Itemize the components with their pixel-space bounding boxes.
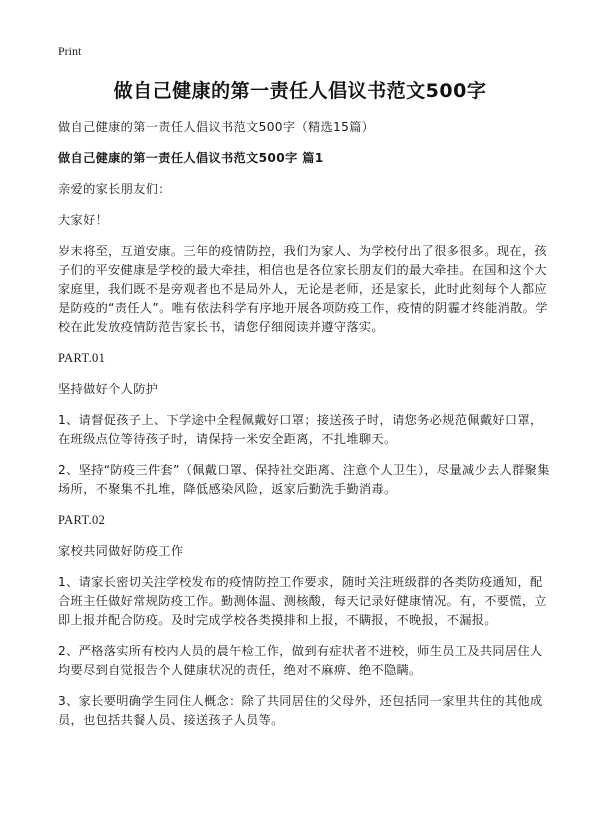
document-body <box>58 118 552 742</box>
part2-label: PART.02 <box>58 513 106 527</box>
section-heading: 做自己健康的第一责任人倡议书范文500字 篇1 <box>58 151 324 165</box>
hello-line: 大家好！ <box>58 213 109 227</box>
part1-item: 2、坚持“防疫三件套”（佩戴口罩、保持社交距离、注意个人卫生），尽量减少去人群聚集场所，不聚集不扎堆，降低感染风险，返家后勤洗手勤消毒。 <box>58 463 550 496</box>
print-link[interactable]: Print <box>58 44 82 58</box>
part2-item: 1、请家长密切关注学校发布的疫情防控工作要求，随时关注班级群的各类防疫通知，配合班主任做好常规防疫工作。勤测体温、测核酸，每天记录好健康情况。有，不要慌，立即上报并配合防疫。及时完成学校各类摸排和上报，不瞒报，不晚报，不漏报。 <box>58 575 547 627</box>
intro-paragraph: 岁末将至，互道安康。三年的疫情防控，我们为家人、为学校付出了很多很多。现在，孩子们的平安健康是学校的最大牵挂，相信也是各位家长朋友们的最大牵挂。在国和这个大家庭里，我们既不是旁观者也不是局外人，无论是老师，还是家长，此时此刻每个人都应是防疫的“责任人”。唯有依法科学有序地开展各项防疫工作，疫情的阴霾才终能消散。学校在此发放疫情防范告家长书，请您仔细阅读并遵守落实。 <box>58 244 548 334</box>
part2-heading: 家校共同做好防疫工作 <box>58 544 184 558</box>
page-title: 做自己健康的第一责任人倡议书范文500字 <box>113 80 487 102</box>
part1-heading: 坚持做好个人防护 <box>58 382 159 396</box>
part1-item: 1、请督促孩子上、下学途中全程佩戴好口罩；接送孩子时，请您务必规范佩戴好口罩，在班级点位等待孩子时，请保持一米安全距离，不扎堆聊天。 <box>58 413 543 446</box>
greeting: 亲爱的家长朋友们： <box>58 182 171 196</box>
part1-label: PART.01 <box>58 351 106 365</box>
part2-item: 2、严格落实所有校内人员的晨午检工作，做到有症状者不进校，师生员工及共同居住人均要尽到自觉报告个人健康状况的责任，绝对不麻痹、绝不隐瞒。 <box>58 644 543 677</box>
subtitle: 做自己健康的第一责任人倡议书范文500字（精选15篇） <box>58 120 375 134</box>
part2-item: 3、家长要明确学生同住人概念：除了共同居住的父母外，还包括同一家里共住的其他成员，也包括共餐人员、接送孩子人员等。 <box>58 694 543 727</box>
